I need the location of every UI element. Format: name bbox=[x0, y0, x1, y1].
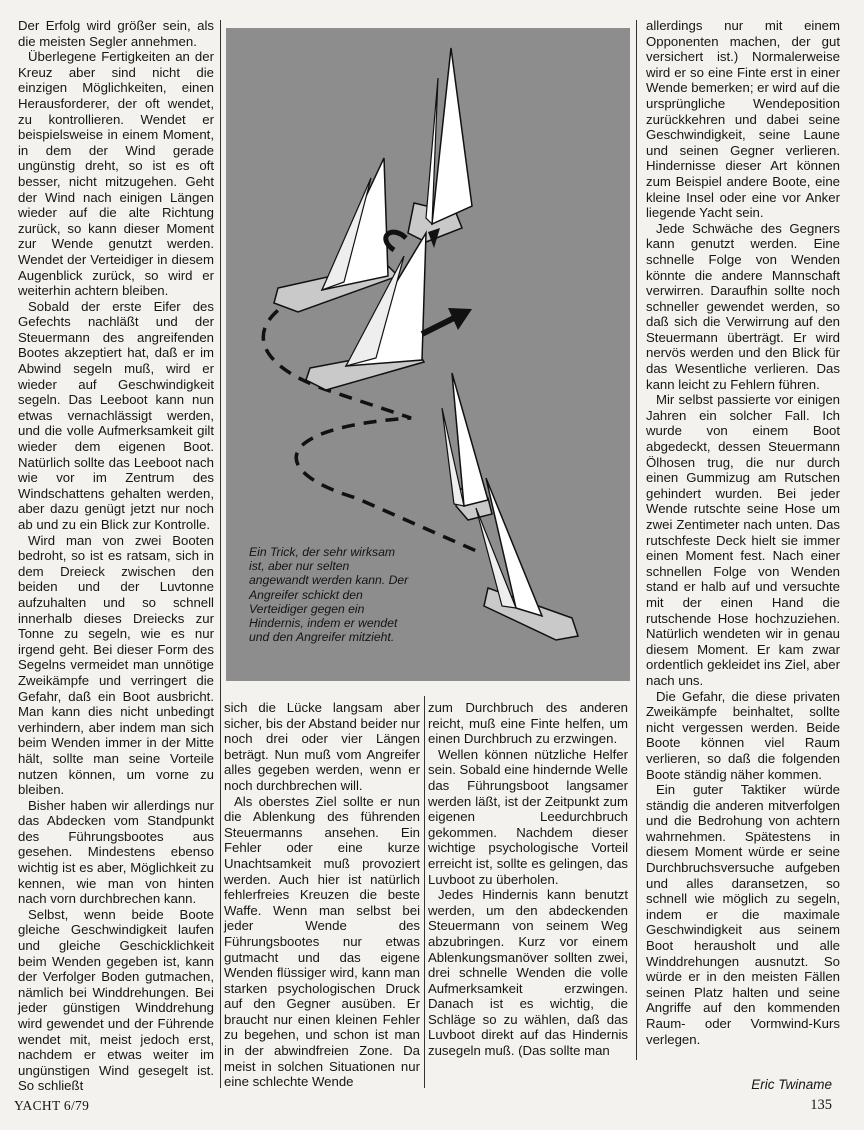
paragraph: Ein guter Taktiker würde ständig die anderen mitverfolgen und die Bedrohung von achtern wahrnehmen. Spätestens in diesem Moment würde er seine Durchbruchsversuche aufgeben und alles daransetzen, so schnell wie möglich zu segeln, indem er die maximale Geschwindigkeit aus seinem Boot herausholt und alle Winddrehungen ausnutzt. So würde er in den meisten Fällen seinen Platz halten und seine Angriffe auf den kommenden Raum- oder Vormwind-Kurs verlegen. bbox=[646, 782, 840, 1047]
text-column-1 bbox=[18, 18, 214, 1094]
column-divider bbox=[220, 20, 221, 1088]
paragraph: Die Gefahr, die diese privaten Zweikämpfe beinhaltet, sollte nicht vergessen werden. Beide Boote können viel Raum verlieren, so daß die folgenden Boote ständig näher kommen. bbox=[646, 688, 840, 782]
author-signature: Eric Twiname bbox=[751, 1077, 832, 1092]
paragraph: zum Durchbruch des anderen reicht, muß eine Finte helfen, um einen Durchbruch zu erzwingen. bbox=[428, 700, 628, 747]
paragraph: Der Erfolg wird größer sein, als die meisten Segler annehmen. bbox=[18, 18, 214, 49]
paragraph: Wellen können nützliche Helfer sein. Sobald eine hindernde Welle das Führungsboot langsamer werden läßt, ist der Zeitpunkt zum eigenen Leedurchbruch gekommen. Nachdem dieser wichtige psychologische Vorteil erreicht ist, sollte es gelingen, das Luvboot zu überholen. bbox=[428, 746, 628, 887]
text-column-3 bbox=[428, 700, 628, 1059]
page-number: 135 bbox=[810, 1097, 832, 1113]
paragraph: Als oberstes Ziel sollte er nun die Ablenkung des führenden Steuermanns ansehen. Ein Fehler oder eine kurze Unachtsamkeit muß provoziert werden. Auch hier ist natürlich fehlerfreies Kreuzen die beste Waffe. Wenn man selbst bei jeder Wende des Führungsbootes nur etwas gutmacht und das eigene Wenden flüssiger wird, kann man starken psychologischen Druck auf den Gegner ausüben. Er braucht nur einen kleinen Fehler zu begehen, und schon ist man in der abwindfreien Zone. Da meist in solchen Situationen nur eine schlechte Wende bbox=[224, 793, 420, 1090]
turn-arrow bbox=[386, 232, 406, 250]
column-divider bbox=[424, 696, 425, 1088]
paragraph: allerdings nur mit einem Opponenten machen, der gut versichert ist.) Normalerweise wird er so eine Finte erst in einer Wende bemerken; er wird auf die ursprüngliche Wendeposition zurückkehren und dabei seine Geschwindigkeit, seine Laune und seinen Gegner verlieren. Hindernisse dieser Art können zum Beispiel andere Boote, eine kleine Insel oder eine vor Anker liegende Yacht sein. bbox=[646, 18, 841, 221]
paragraph: Bisher haben wir allerdings nur das Abdecken vom Standpunkt des Führungsbootes aus gesehen. Mindestens ebenso wichtig ist es aber, Möglichkeit zu kennen, wie man von hinten nach vorn durchbrechen kann. bbox=[18, 797, 214, 907]
text-column-4 bbox=[646, 18, 840, 1047]
paragraph: Wird man von zwei Booten bedroht, so ist es ratsam, sich in dem Dreieck zwischen den beiden und der Luvtonne aufzuhalten und so schnell innerhalb dieses Dreiecks zur Tonne zu segeln, wie es nur irgend geht. Bei dieser Form des Segelns vermeidet man unnötige Zweikämpfe und verringert die Gefahr, daß ein Boot ausbricht. Man kann dies nicht unbedingt verhindern, aber indem man sich beim Wenden immer in der Mitte hält, sollte man seine Vorteile nutzen können, um vorne zu bleiben. bbox=[18, 532, 214, 798]
paragraph: Mir selbst passierte vor einigen Jahren ein solcher Fall. Ich wurde von einem Boot abgedeckt, dessen Steuermann Ölhosen trug, die nur durch einen Gummizug am Rutschen gehindert wurden. Bei jeder Wende rutschte seine Hose um zwei Zentimeter nach unten. Das rutschfeste Deck hielt sie immer einen Moment fest. Nach einer schnellen Folge von Wenden stand er halb auf und versuchte mit der einen Hand die rutschende Hose hochzuziehen. Natürlich wendeten wir in genau diesem Moment. Er kam zwar ordentlich gekleidet ins Ziel, aber nach uns. bbox=[646, 392, 840, 688]
paragraph: Überlegene Fertigkeiten an der Kreuz aber sind nicht die einzigen Möglichkeiten, einen Herausforderer, der oft wendet, zu kontrollieren. Wendet er beispielsweise in einem Moment, in dem der Wind gerade ungünstig dreht, so ist es oft besser, nicht mitzugehen. Geht der Wind nach einigen Längen wieder auf die alte Richtung zurück, so kann dieser Moment zur Wende genutzt werden. Wendet der Verteidiger in diesem Augenblick zurück, so wird er weiterhin achtern bleiben. bbox=[18, 49, 214, 299]
paragraph: Jede Schwäche des Gegners kann genutzt werden. Eine schnelle Folge von Wenden könnte die andere Mannschaft verwirren. Daraufhin sollte noch schneller gewendet werden, so daß sich die Verwirrung auf den Steuermann überträgt. Er wird nervös werden und den Blick für das Wesentliche verlieren. Das kann leicht zu Fehlern führen. bbox=[646, 220, 840, 392]
paragraph: Sobald der erste Eifer des Gefechts nachläßt und der Steuermann des angreifenden Bootes akzeptiert hat, daß er im Abwind segeln muß, wird er wieder auf Geschwindigkeit segeln. Das Leeboot kann nun etwas vernachlässigt werden, und die volle Aufmerksamkeit gilt wieder dem eigenen Boot. Natürlich sollte das Leeboot nach wie vor im Zentrum des Windschattens gehalten werden, aber dazu genügt jetzt nur noch ab und zu ein Blick zur Kontrolle. bbox=[18, 298, 214, 532]
publication-footer: YACHT 6/79 bbox=[14, 1098, 90, 1113]
direction-arrow bbox=[422, 318, 454, 334]
column-divider bbox=[636, 20, 637, 1060]
figure-caption: Ein Trick, der sehr wirksam ist, aber nur selten angewandt werden kann. Der Angreifer schickt den Verteidiger gegen ein Hindernis, indem er wendet und den Angreifer mitzieht. bbox=[249, 545, 409, 645]
paragraph: Selbst, wenn beide Boote gleiche Geschwindigkeit laufen und gleiche Geschicklichkeit beim Wenden gegeben ist, kann der Verfolger Boden gutmachen, nämlich bei Winddrehungen. Bei jeder günstigen Winddrehung wird gewendet und der Führende wendet mit, meist jedoch erst, nachdem er etwas weiter im ungünstigen Wind gesegelt ist. So schließt bbox=[18, 906, 214, 1094]
sailboat-5 bbox=[476, 478, 578, 640]
paragraph: sich die Lücke langsam aber sicher, bis der Abstand beider nur noch drei oder vier Längen beträgt. Nun muß vom Angreifer alles gegeben werden, wenn er noch durchbrechen will. bbox=[224, 700, 420, 793]
text-column-2 bbox=[224, 700, 420, 1090]
sailboat-2 bbox=[274, 158, 398, 312]
sailboat-4 bbox=[442, 373, 492, 520]
paragraph: Jedes Hindernis kann benutzt werden, um den abdeckenden Steuermann von seinem Weg abzubringen. Kurz vor einem Ablenkungsmanöver sollten zwei, drei schnelle Wenden die volle Aufmerksamkeit erzwingen. Danach ist es wichtig, die Schläge so zu wählen, daß das Luvboot direkt auf das Hindernis zusegeln muß. (Das sollte man bbox=[428, 887, 628, 1059]
sailboat-1 bbox=[408, 48, 472, 242]
